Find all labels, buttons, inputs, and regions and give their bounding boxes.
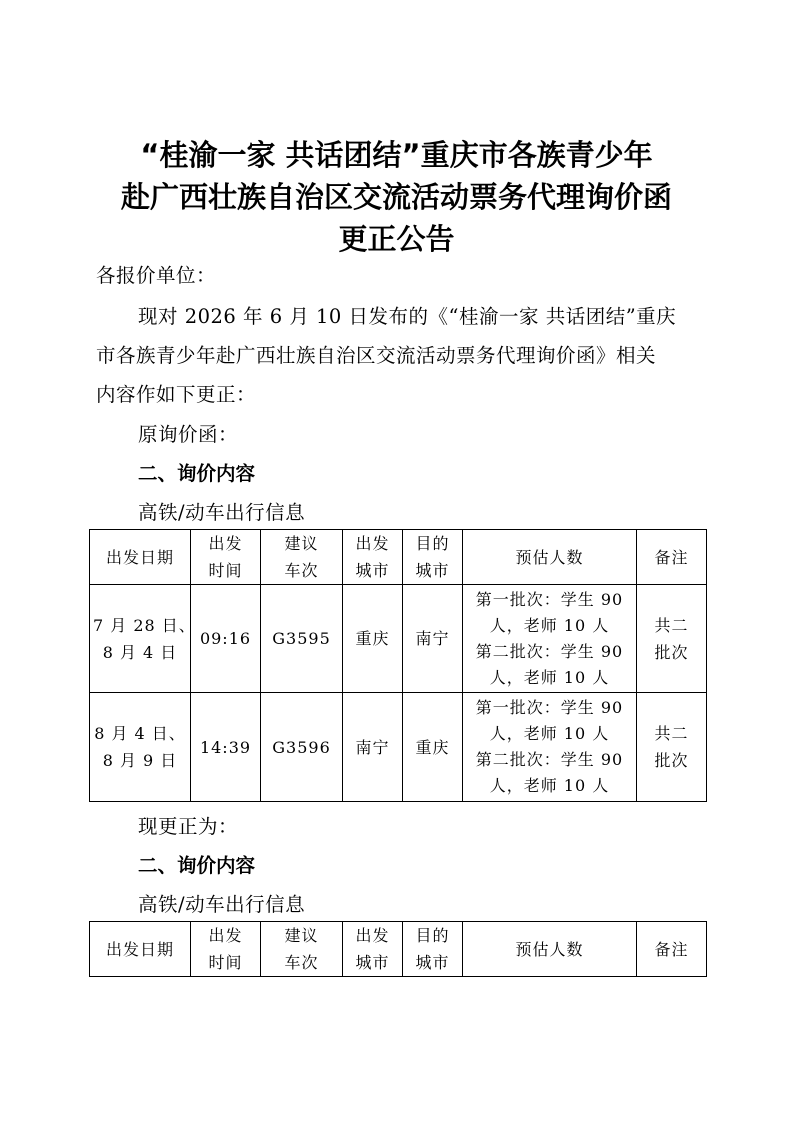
- cell-from: 南宁: [343, 693, 403, 802]
- corrected-label: 现更正为：: [138, 815, 239, 838]
- cell-train: G3596: [261, 693, 343, 802]
- cell-to: 南宁: [403, 585, 463, 693]
- cell-people: 第一批次：学生 90 人，老师 10 人 第二批次：学生 90 人，老师 10 人: [463, 693, 637, 802]
- title-line-1: “桂渝一家 共话团结”重庆市各族青少年: [140, 138, 653, 172]
- header-to: 目的 城市: [403, 530, 463, 585]
- document-title: [60, 134, 733, 260]
- header-people: 预估人数: [463, 922, 637, 977]
- table-header-row: [90, 922, 707, 977]
- cell-people: 第一批次：学生 90 人，老师 10 人 第二批次：学生 90 人，老师 10 人: [463, 585, 637, 693]
- cell-time: 09:16: [191, 585, 261, 693]
- cell-time: 14:39: [191, 693, 261, 802]
- body-line-2: 市各族青少年赴广西壮族自治区交流活动票务代理询价函》相关: [96, 344, 657, 367]
- original-label: 原询价函：: [138, 423, 239, 446]
- header-note: 备注: [637, 530, 707, 585]
- header-to: 目的 城市: [403, 922, 463, 977]
- section-heading-corrected: 二、询价内容: [138, 854, 256, 877]
- table-row: [90, 585, 707, 693]
- cell-to: 重庆: [403, 693, 463, 802]
- header-note: 备注: [637, 922, 707, 977]
- header-train: 建议 车次: [261, 530, 343, 585]
- header-from: 出发 城市: [343, 530, 403, 585]
- cell-date: 8 月 4 日、 8 月 9 日: [90, 693, 191, 802]
- cell-from: 重庆: [343, 585, 403, 693]
- salutation: 各报价单位：: [96, 264, 217, 287]
- table-caption: 高铁/动车出行信息: [138, 501, 306, 524]
- header-date: 出发日期: [90, 922, 191, 977]
- table-header-row: [90, 530, 707, 585]
- title-line-2: 赴广西壮族自治区交流活动票务代理询价函: [120, 180, 672, 214]
- header-from: 出发 城市: [343, 922, 403, 977]
- header-people: 预估人数: [463, 530, 637, 585]
- train-info-table-corrected: [89, 921, 707, 977]
- header-date: 出发日期: [90, 530, 191, 585]
- header-train: 建议 车次: [261, 922, 343, 977]
- table-caption-corrected: 高铁/动车出行信息: [138, 893, 306, 916]
- section-heading: 二、询价内容: [138, 462, 256, 485]
- header-time: 出发 时间: [191, 922, 261, 977]
- cell-date: 7 月 28 日、 8 月 4 日: [90, 585, 191, 693]
- table-row: [90, 693, 707, 802]
- body-line-1: 现对 2026 年 6 月 10 日发布的《“桂渝一家 共话团结”重庆: [138, 305, 677, 328]
- title-line-3: 更正公告: [338, 222, 455, 256]
- cell-note: 共二 批次: [637, 585, 707, 693]
- cell-note: 共二 批次: [637, 693, 707, 802]
- cell-train: G3595: [261, 585, 343, 693]
- header-time: 出发 时间: [191, 530, 261, 585]
- train-info-table-original: [89, 529, 707, 802]
- body-line-3: 内容作如下更正：: [96, 383, 257, 406]
